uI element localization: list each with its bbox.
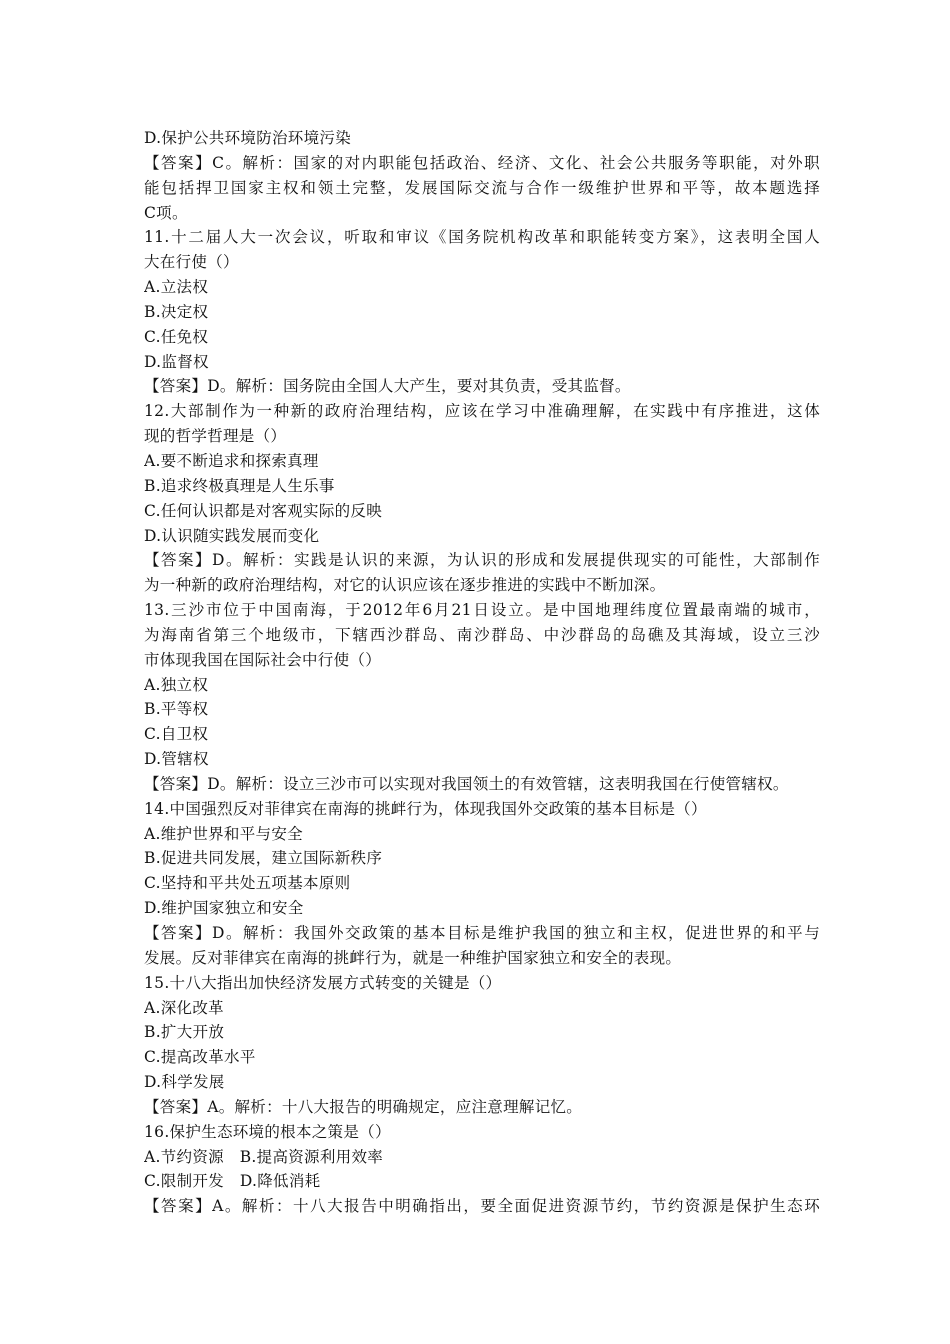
option-line: B.促进共同发展，建立国际新秩序 [144, 849, 383, 868]
option-line: D.认识随实践发展而变化 [144, 526, 320, 545]
answer-line: 【答案】A。解析：十八大报告的明确规定，应注意理解记忆。 [144, 1097, 583, 1116]
answer-line: 【答案】C。解析：国家的对内职能包括政治、经济、文化、社会公共服务等职能，对外职 [144, 153, 820, 172]
option-line: D.保护公共环境防治环境污染 [144, 129, 352, 147]
option-line: B.扩大开放 [144, 1023, 225, 1042]
option-line: C.提高改革水平 [144, 1048, 256, 1067]
answer-line: 【答案】D。解析：实践是认识的来源，为认识的形成和发展提供现实的可能性，大部制作 [144, 551, 820, 570]
option-line: A.节约资源 B.提高资源利用效率 [144, 1147, 384, 1166]
answer-line: 【答案】D。解析：我国外交政策的基本目标是维护我国的独立和主权，促进世界的和平与 [144, 924, 820, 942]
answer-line: 为一种新的政府治理结构，对它的认识应该在逐步推进的实践中不断加深。 [144, 576, 666, 595]
option-line: D.科学发展 [144, 1073, 225, 1092]
question-line: 13.三沙市位于中国南海，于2012年6月21日设立。是中国地理纬度位置最南端的城市， [144, 601, 820, 620]
question-line: 市体现我国在国际社会中行使（） [144, 650, 382, 669]
option-line: B.决定权 [144, 302, 209, 321]
option-line: D.维护国家独立和安全 [144, 899, 304, 918]
question-line: 12.大部制作为一种新的政府治理结构，应该在学习中准确理解，在实践中有序推进，这体 [144, 402, 820, 421]
answer-line: 【答案】A。解析：十八大报告中明确指出，要全面促进资源节约，节约资源是保护生态环 [144, 1197, 820, 1216]
option-line: A.独立权 [144, 675, 209, 694]
option-line: D.管辖权 [144, 750, 209, 769]
question-line: 15.十八大指出加快经济发展方式转变的关键是（） [144, 973, 502, 992]
option-line: B.平等权 [144, 700, 209, 719]
option-line: C.任何认识都是对客观实际的反映 [144, 501, 383, 520]
answer-line: 发展。反对菲律宾在南海的挑衅行为，就是一种维护国家独立和安全的表现。 [144, 948, 682, 967]
option-line: C.限制开发 D.降低消耗 [144, 1172, 321, 1191]
option-line: B.追求终极真理是人生乐事 [144, 476, 335, 495]
answer-line: 能包括捍卫国家主权和领土完整，发展国际交流与合作一级维护世界和平等，故本题选择 [144, 178, 820, 197]
question-line: 为海南省第三个地级市，下辖西沙群岛、南沙群岛、中沙群岛的岛礁及其海域，设立三沙 [144, 625, 820, 644]
answer-line: 【答案】D。解析：设立三沙市可以实现对我国领土的有效管辖，这表明我国在行使管辖权。 [144, 774, 789, 793]
answer-line: 【答案】D。解析：国务院由全国人大产生，要对其负责，受其监督。 [144, 377, 631, 396]
question-line: 14.中国强烈反对菲律宾在南海的挑衅行为，体现我国外交政策的基本目标是（） [144, 799, 707, 818]
option-line: C.坚持和平共处五项基本原则 [144, 874, 351, 893]
option-line: A.深化改革 [144, 998, 224, 1017]
document-page [144, 126, 820, 1219]
question-line: 大在行使（） [144, 253, 239, 272]
option-line: D.监督权 [144, 352, 209, 371]
option-line: A.立法权 [144, 278, 209, 297]
question-line: 16.保护生态环境的根本之策是（） [144, 1122, 391, 1141]
option-line: C.自卫权 [144, 725, 209, 744]
question-line: 11.十二届人大一次会议，听取和审议《国务院机构改革和职能转变方案》，这表明全国人 [144, 228, 820, 247]
option-line: A.要不断追求和探索真理 [144, 451, 319, 470]
answer-line: C项。 [144, 203, 188, 222]
option-line: A.维护世界和平与安全 [144, 824, 303, 843]
question-line: 现的哲学哲理是（） [144, 427, 287, 446]
option-line: C.任免权 [144, 327, 209, 346]
